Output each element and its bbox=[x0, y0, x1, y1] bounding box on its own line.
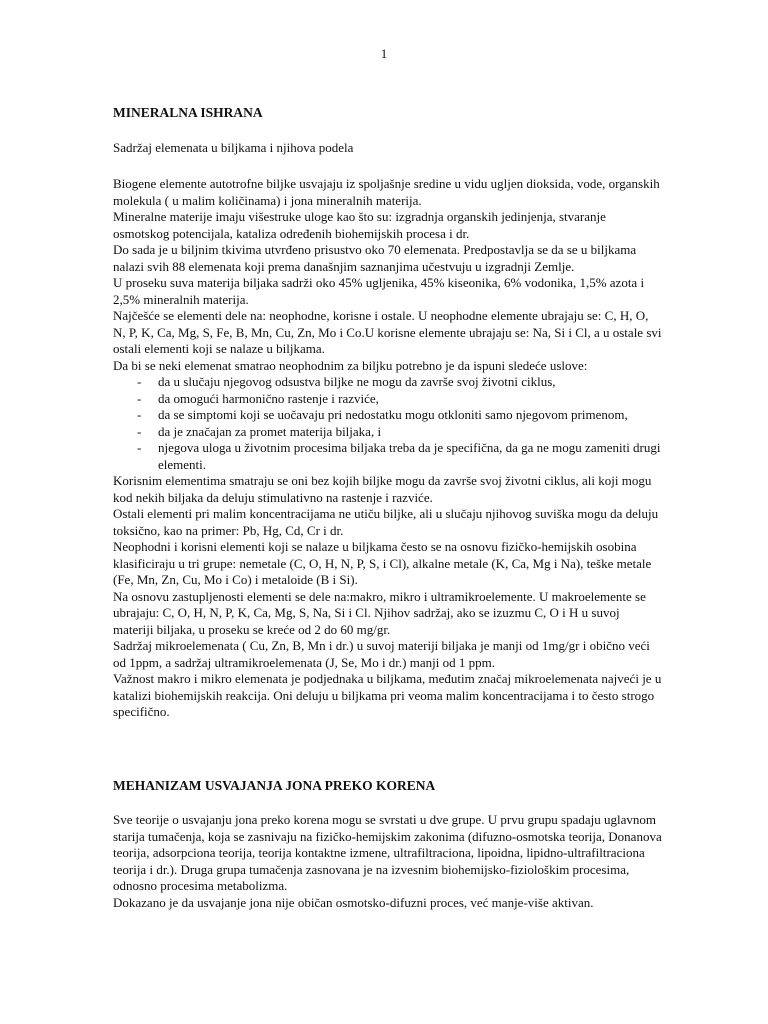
paragraph: Biogene elemente autotrofne biljke usvajaju iz spoljašnje sredine u vidu ugljen dioksida, vode, organskih molekula ( u malim količinama) i jona mineralnih materija. bbox=[113, 176, 660, 208]
section-heading-mehanizam: MEHANIZAM USVAJANJA JONA PREKO KORENA bbox=[113, 777, 436, 793]
paragraph: U proseku suva materija biljaka sadrži oko 45% ugljenika, 45% kiseonika, 6% vodonika, 1,5% azota i 2,5% mineralnih materija. bbox=[113, 275, 645, 307]
paragraph: Na osnovu zastupljenosti elementi se dele na:makro, mikro i ultramikroelemente. U makroelemente se ubrajaju: C, O, H, N, P, K, Ca, Mg, S, Na, Si i Cl. Njihov sadržaj, ako se izuzmu C, O i H u suvoj materiji biljaka, u proseku se kreće od 2 do 60 mg/gr. bbox=[113, 588, 646, 637]
paragraph: Ostali elementi pri malim koncentracijama ne utiču biljke, ali u slučaju njihovog suviška mogu da deluju toksično, kao na primer: Pb, Hg, Cd, Cr i dr. bbox=[113, 506, 659, 538]
paragraph: Sve teorije o usvajanju jona preko korena mogu se svrstati u dve grupe. U prvu grupu spadaju uglavnom starija tumačenja, koja se zasnivaju na fizičko-hemijskim zakonima (difuzno-osmotska teorija, Donanova teorija, adsorpciona teorija, teorija kontaktne izmene, ultrafiltraciona, lipoidna, lipidno-ultrafiltraciona teorija i dr.). Druga grupa tumačenja zasnovana je na izvesnim biohemijsko-fiziološkim procesima, odnosno procesima metabolizma. bbox=[113, 812, 662, 893]
list-item: - da u slučaju njegovog odsustva biljke ne mogu da završe svoj životni ciklus, bbox=[113, 374, 663, 391]
page-number: 1 bbox=[380, 46, 388, 61]
document-body bbox=[113, 105, 663, 911]
section-heading-mineralna-ishrana: MINERALNA ISHRANA bbox=[113, 105, 263, 120]
paragraph: Korisnim elementima smatraju se oni bez kojih biljke mogu da završe svoj životni ciklus, ali koji mogu kod nekih biljaka da deluju stimulativno na rastenje i razviće. bbox=[113, 473, 652, 505]
list-item: - da omogući harmonično rastenje i razviće, bbox=[113, 391, 663, 408]
list-item: - njegova uloga u životnim procesima biljaka treba da je specifična, da ga ne mogu zameniti drugi elementi. bbox=[113, 440, 663, 473]
list-item: - da se simptomi koji se uočavaju pri nedostatku mogu otkloniti samo njegovom primenom, bbox=[113, 407, 663, 424]
list-item: - da je značajan za promet materija biljaka, i bbox=[113, 424, 663, 441]
subheading: Sadržaj elemenata u biljkama i njihova podela bbox=[113, 139, 354, 155]
paragraph: Neophodni i korisni elementi koji se nalaze u biljkama često se na osnovu fizičko-hemijskih osobina klasificiraju u tri grupe: nemetale (C, O, H, N, P, S, i Cl), alkalne metale (K, Ca, Mg i Na), teške metale (Fe, Mn, Zn, Cu, Mo i Co) i metaloide (B i Si). bbox=[113, 539, 652, 587]
paragraph: Da bi se neki elemenat smatrao neophodnim za biljku potrebno je da ispuni sledeće uslove: bbox=[113, 357, 588, 373]
paragraph: Važnost makro i mikro elemenata je podjednaka u biljkama, međutim značaj mikroelemenata najveći je u katalizi biohemijskih reakcija. Oni deluju u biljkama pri veoma malim koncentracijama i to često strogo specifično. bbox=[113, 671, 662, 719]
conditions-list bbox=[113, 374, 663, 473]
paragraph: Najčešće se elementi dele na: neophodne, korisne i ostale. U neophodne elemente ubrajaju se: C, H, O, N, P, K, Ca, Mg, S, Fe, B, Mn, Cu, Zn, Mo i Co.U korisne elemente ubrajaju se: Na, Si i Cl, a u ostale svi ostali elementi koji se nalaze u biljkama. bbox=[113, 308, 662, 356]
paragraph: Dokazano je da usvajanje jona nije običan osmotsko-difuzni proces, već manje-više aktivan. bbox=[113, 894, 594, 910]
paragraph: Mineralne materije imaju višestruke uloge kao što su: izgradnja organskih jedinjenja, stvaranje osmotskog potencijala, kataliza određenih biohemijskih procesa i dr. bbox=[113, 209, 606, 241]
paragraph: Do sada je u biljnim tkivima utvrđeno prisustvo oko 70 elemenata. Predpostavlja se da se u biljkama nalazi svih 88 elemenata koji prema današnjim saznanjima učestvuju u izgradnji Zemlje. bbox=[113, 242, 637, 274]
paragraph: Sadržaj mikroelemenata ( Cu, Zn, B, Mn i dr.) u suvoj materiji biljaka je manji od 1mg/gr i obično veći od 1ppm, a sadržaj ultramikroelemenata (J, Se, Mo i dr.) manji od 1 ppm. bbox=[113, 638, 650, 670]
